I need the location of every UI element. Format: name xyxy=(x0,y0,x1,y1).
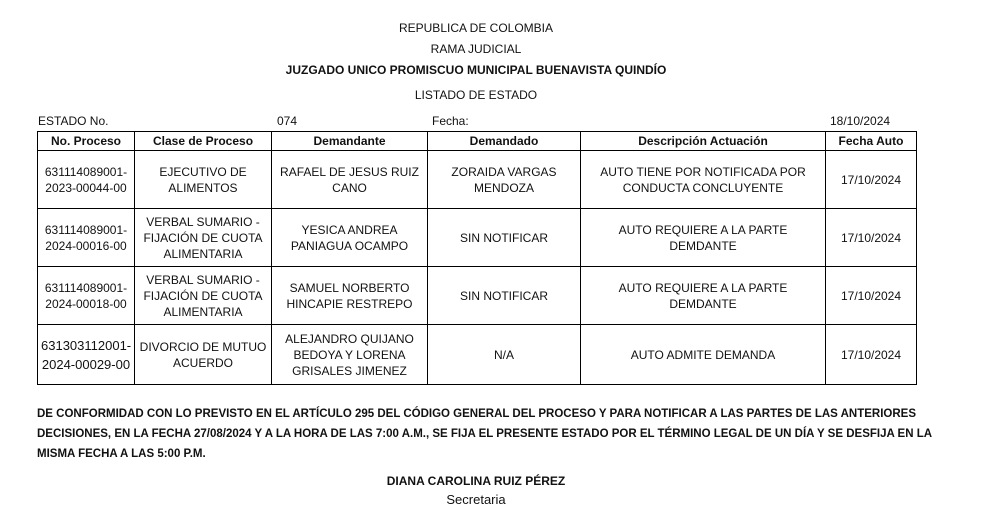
col-header-proceso: No. Proceso xyxy=(38,132,135,151)
cell-demandante: YESICA ANDREA PANIAGUA OCAMPO xyxy=(272,209,428,267)
cell-clase: DIVORCIO DE MUTUO ACUERDO xyxy=(135,325,272,385)
table-header-row xyxy=(38,132,917,151)
table-row xyxy=(38,209,917,267)
col-header-fecha: Fecha Auto xyxy=(826,132,917,151)
header-rama: RAMA JUDICIAL xyxy=(430,42,522,56)
estado-table xyxy=(37,131,917,385)
estado-number: 074 xyxy=(277,114,298,128)
cell-clase: VERBAL SUMARIO - FIJACIÓN DE CUOTA ALIMENTARIA xyxy=(135,209,272,267)
cell-fecha: 17/10/2024 xyxy=(826,151,917,209)
cell-descripcion: AUTO TIENE POR NOTIFICADA POR CONDUCTA CONCLUYENTE xyxy=(581,151,826,209)
cell-demandado: SIN NOTIFICAR xyxy=(428,267,581,325)
cell-proceso: 631114089001-2023-00044-00 xyxy=(38,151,135,209)
header-republic: REPUBLICA DE COLOMBIA xyxy=(398,21,554,35)
cell-clase: VERBAL SUMARIO - FIJACIÓN DE CUOTA ALIMENTARIA xyxy=(135,267,272,325)
signature-role: Secretaria xyxy=(446,492,506,507)
cell-fecha: 17/10/2024 xyxy=(826,209,917,267)
table-row xyxy=(38,325,917,385)
legal-notice: DE CONFORMIDAD CON LO PREVISTO EN EL ARTÍCULO 295 DEL CÓDIGO GENERAL DEL PROCESO Y PARA NOTIFICAR A LAS PARTES DE LAS ANTERIORES DECISIONES, EN LA FECHA 27/08/2024 Y A LA HORA DE LAS 7:00 A.M., SE FIJA EL PRESENTE ESTADO POR EL TÉRMINO LEGAL DE UN DÍA Y SE DESFIJA EN LA MISMA FECHA A LAS 5:00 P.M. xyxy=(37,408,932,460)
cell-clase: EJECUTIVO DE ALIMENTOS xyxy=(135,151,272,209)
table-row xyxy=(38,151,917,209)
cell-descripcion: AUTO REQUIERE A LA PARTE DEMDANTE xyxy=(581,267,826,325)
table-row xyxy=(38,267,917,325)
col-header-descripcion: Descripción Actuación xyxy=(581,132,826,151)
cell-descripcion: AUTO ADMITE DEMANDA xyxy=(581,325,826,385)
cell-descripcion: AUTO REQUIERE A LA PARTE DEMDANTE xyxy=(581,209,826,267)
cell-fecha: 17/10/2024 xyxy=(826,267,917,325)
col-header-demandado: Demandado xyxy=(428,132,581,151)
signature-name: DIANA CAROLINA RUIZ PÉREZ xyxy=(386,474,566,488)
cell-demandante: SAMUEL NORBERTO HINCAPIE RESTREPO xyxy=(272,267,428,325)
cell-demandado: SIN NOTIFICAR xyxy=(428,209,581,267)
cell-demandado: ZORAIDA VARGAS MENDOZA xyxy=(428,151,581,209)
col-header-demandante: Demandante xyxy=(272,132,428,151)
cell-proceso: 631114089001-2024-00016-00 xyxy=(38,209,135,267)
fecha-value: 18/10/2024 xyxy=(830,114,891,128)
cell-demandante: RAFAEL DE JESUS RUIZ CANO xyxy=(272,151,428,209)
cell-demandado: N/A xyxy=(428,325,581,385)
header-court: JUZGADO UNICO PROMISCUO MUNICIPAL BUENAVISTA QUINDÍO xyxy=(285,63,667,77)
fecha-label: Fecha: xyxy=(432,114,469,128)
col-header-clase: Clase de Proceso xyxy=(135,132,272,151)
cell-fecha: 17/10/2024 xyxy=(826,325,917,385)
cell-demandante: ALEJANDRO QUIJANO BEDOYA Y LORENA GRISALES JIMENEZ xyxy=(272,325,428,385)
cell-proceso: 631114089001-2024-00018-00 xyxy=(38,267,135,325)
estado-label: ESTADO No. xyxy=(38,114,109,128)
cell-proceso: 631303112001-2024-00029-00 xyxy=(38,325,135,385)
header-listado: LISTADO DE ESTADO xyxy=(414,88,538,102)
